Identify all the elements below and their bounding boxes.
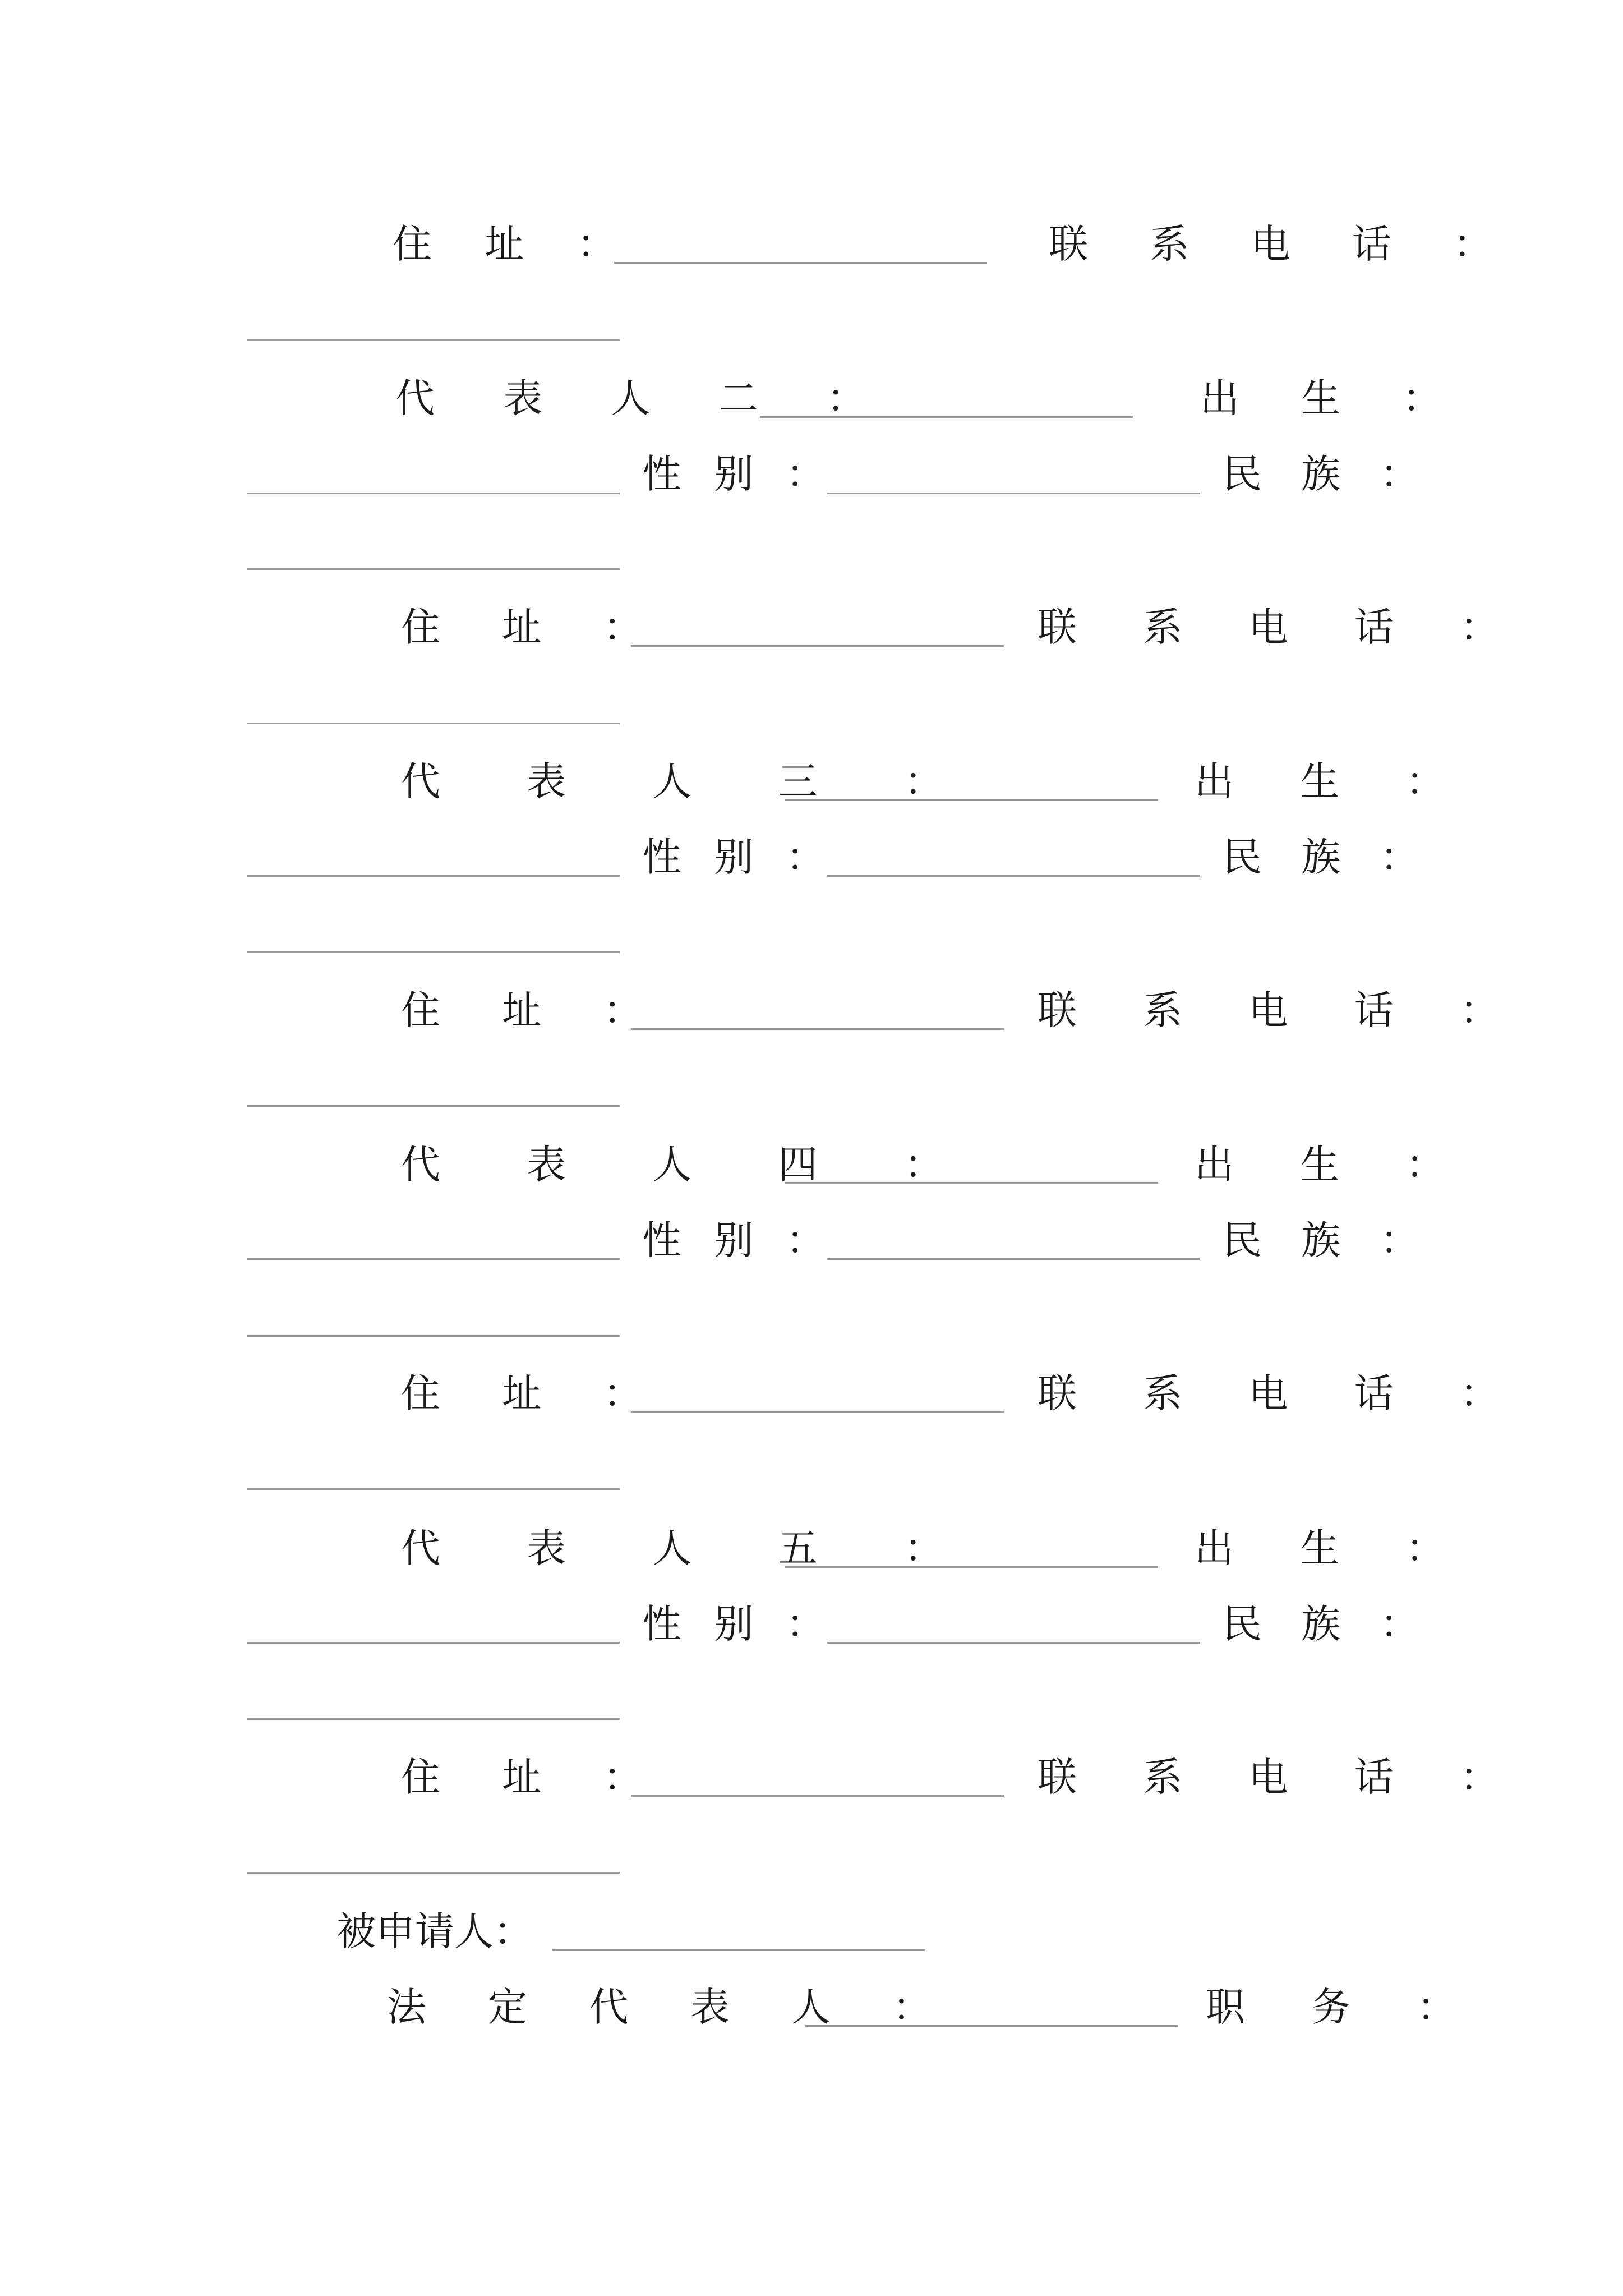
legal-rep-field[interactable] bbox=[805, 2025, 1178, 2027]
ethnicity-label: 民 族 ： bbox=[1223, 451, 1433, 497]
rep2-name-field[interactable] bbox=[760, 416, 1133, 418]
phone-field[interactable] bbox=[247, 723, 620, 724]
ethnicity-field[interactable] bbox=[247, 1335, 620, 1337]
position-label: 职 务 ： bbox=[1206, 1984, 1483, 2030]
phone-label: 联 系 电 话 ： bbox=[1038, 1370, 1527, 1416]
phone-field[interactable] bbox=[247, 1488, 620, 1490]
address-label: 住 址 ： bbox=[401, 1754, 667, 1800]
gender-label: 性 别 ： bbox=[642, 451, 836, 497]
gender-label: 性 别 ： bbox=[642, 1217, 836, 1263]
address-label: 住 址 ： bbox=[401, 1370, 667, 1416]
address-field[interactable] bbox=[631, 645, 1004, 647]
address-field[interactable] bbox=[631, 1028, 1004, 1030]
birth-label: 出 生 ： bbox=[1195, 1525, 1472, 1571]
phone-label: 联 系 电 话 ： bbox=[1038, 1754, 1527, 1800]
rep4-name-field[interactable] bbox=[785, 1182, 1158, 1184]
phone-field[interactable] bbox=[247, 339, 620, 341]
birth-label: 出 生 ： bbox=[1195, 758, 1472, 804]
ethnicity-label: 民 族 ： bbox=[1223, 1217, 1433, 1263]
birth-field[interactable] bbox=[247, 1642, 620, 1644]
address-label: 住 址 ： bbox=[401, 987, 667, 1033]
rep3-label: 代 表 人 三 ： bbox=[401, 758, 981, 804]
ethnicity-label: 民 族 ： bbox=[1223, 1601, 1433, 1647]
rep2-label: 代 表 人 二 ： bbox=[395, 375, 895, 421]
respondent-label: 被申请人： bbox=[336, 1908, 533, 1954]
respondent-field[interactable] bbox=[552, 1949, 925, 1951]
rep5-label: 代 表 人 五 ： bbox=[401, 1525, 981, 1571]
address-field[interactable] bbox=[631, 1411, 1004, 1413]
rep3-name-field[interactable] bbox=[785, 799, 1158, 801]
gender-label: 性 别 ： bbox=[642, 1601, 836, 1647]
legal-rep-label: 法 定 代 表 人 ： bbox=[387, 1984, 957, 2030]
address-field[interactable] bbox=[631, 1795, 1004, 1797]
gender-field[interactable] bbox=[827, 493, 1200, 494]
phone-label: 联 系 电 话 ： bbox=[1038, 987, 1527, 1033]
address-label: 住 址 ： bbox=[393, 221, 637, 267]
birth-field[interactable] bbox=[247, 493, 620, 494]
birth-field[interactable] bbox=[247, 875, 620, 877]
phone-field[interactable] bbox=[247, 1872, 620, 1874]
phone-label: 联 系 电 话 ： bbox=[1038, 604, 1527, 650]
ethnicity-field[interactable] bbox=[247, 568, 620, 570]
gender-field[interactable] bbox=[827, 1258, 1200, 1260]
birth-field[interactable] bbox=[247, 1258, 620, 1260]
rep5-name-field[interactable] bbox=[785, 1566, 1158, 1568]
birth-label: 出 生 ： bbox=[1195, 1142, 1472, 1188]
gender-field[interactable] bbox=[827, 1642, 1200, 1644]
address-field[interactable] bbox=[614, 262, 987, 264]
rep4-label: 代 表 人 四 ： bbox=[401, 1142, 981, 1188]
gender-field[interactable] bbox=[827, 875, 1200, 877]
phone-field[interactable] bbox=[247, 1105, 620, 1107]
ethnicity-label: 民 族 ： bbox=[1223, 834, 1433, 880]
birth-label: 出 生 ： bbox=[1200, 375, 1467, 421]
gender-label: 性 别 ： bbox=[642, 834, 836, 880]
ethnicity-field[interactable] bbox=[247, 951, 620, 953]
ethnicity-field[interactable] bbox=[247, 1718, 620, 1720]
address-label: 住 址 ： bbox=[401, 604, 667, 650]
phone-label: 联 系 电 话 ： bbox=[1049, 221, 1518, 267]
